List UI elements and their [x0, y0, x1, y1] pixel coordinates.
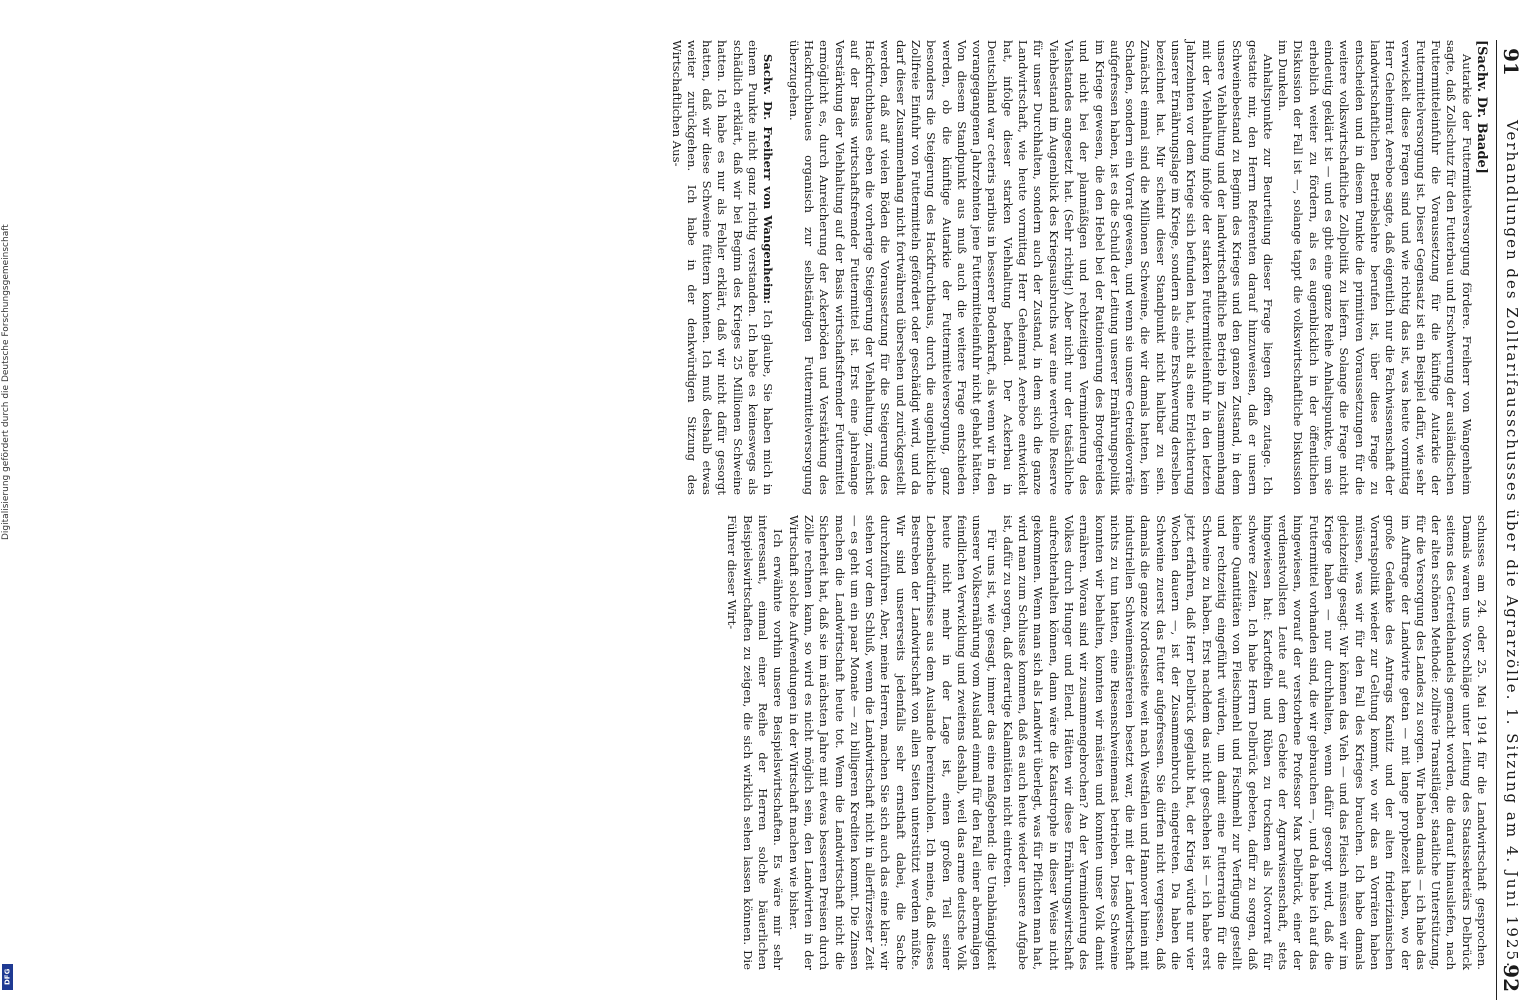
speaker-paragraph: [668, 40, 775, 495]
left-column: [109, 40, 1489, 495]
right-column: [109, 515, 1489, 970]
funding-note: Digitalisierung gefördert durch die Deutsche Forschungsgemeinschaft: [1, 224, 11, 540]
divider: [781, 40, 782, 495]
paragraph: Für uns ist, wie gesagt, immer das eine maßgebend: die Unabhängigkeit unserer Volksernährung vom Ausland einmal für den Fall einer abermaligen feindlichen Verwicklung und zweitens deshalb, weil das arme deutsche Volk heute nicht mehr in der Lage ist, einen großen Teil seiner Lebensbedürfnisse aus dem Auslande hereinzuholen. Ich meine, daß dieses Bestreben der Landwirtschaft von allen Seiten unterstützt werden müßte. Wir sind unsererseits jedenfalls sehr ernsthaft dabei, die Sache durchzuführen. Aber, meine Herren, machen Sie sich auch das eine klar: wir stehen vor dem Schluß, wenn die Landwirtschaft nicht in allerfürzester Zeit — es geht um ein paar Monate — zu billigeren Krediten kommt. Die Zinsen machen die Landwirtschaft heute tot. Wenn die Landwirtschaft nicht die Sicherheit hat, daß sie im nächsten Jahre mit etwas besseren Preisen durch Zölle rechnen kann, so wird es nicht möglich sein, den Landwirten in der Wirtschaft solche Aufwendungen in der Wirtschaft machen wie bisher.: [786, 515, 1000, 970]
running-title: Verhandlungen des Zolltarifausschusses über die Agrarzölle. 1. Sitzung am 4. Juni 1925.: [1503, 120, 1521, 969]
paragraph: Ich erwähnte vorhin unsere Beispielswirtschaften. Es wäre mir sehr interessant, einmal einer Reihe der Herren solche bäuerlichen Beispielswirtschaften zu zeigen, die sich wirklich sehen lassen können. Die Führer dieser Wirt-: [725, 515, 786, 970]
page-header: [1496, 40, 1525, 1000]
page-number-left: 91: [1499, 48, 1523, 76]
dfg-logo: DFG: [2, 964, 13, 990]
paragraph: Anhaltspunkte zur Beurteilung dieser Frage liegen offen zutage. Ich gestatte mir, den Herrn Referenten darauf hinzuweisen, daß er unsern Schweinebestand zu Beginn des Krieges und den ganzen Zustand, in dem unsere Viehhaltung und der landwirtschaftliche Betrieb im Zusammenhang mit der Viehhaltung infolge der starken Futtermitteleinfuhr in den letzten Jahrzehnten vor dem Kriege sich befunden hat, nicht als eine Erleichterung unserer Ernährungslage im Kriege, sondern als eine Erschwerung derselben bezeichnet hat. Mir scheint dieser Standpunkt nicht haltbar zu sein. Zunächst einmal sind die Millionen Schweine, die wir damals hatten, kein Schaden, sondern ein Vorrat gewesen, und wenn sie unsere Getreidevorräte aufgefressen haben, ist es die Schuld der Leitung unserer Ernährungspolitik im Kriege gewesen, die den Hebel bei der Rationierung des Brotgetreides und nicht bei der planmäßigen und rechtzeitigen Verminderung des Viehstandes angesetzt hat. (Sehr richtig!) Aber nicht nur der tatsächliche Viehbestand im Augenblick des Kriegsausbruchs war eine wertvolle Reserve für unser Durchhalten, sondern auch der Zustand, in dem sich die ganze Landwirtschaft, wie heute vormittag Herr Geheimrat Aereboe entwickelt hat, infolge dieser starken Viehhaltung befand. Der Ackerbau in Deutschland war ceteris paribus in besserer Bodenkraft, als wenn wir in den vorangegangenen Jahrzehnten jene Futtermitteleinfuhr nicht gehabt hätten. Von diesem Standpunkt aus muß auch die weitere Frage entschieden werden, ob die künftige Autarkie der Futtermittelversorgung, ganz besonders die Steigerung des Hackfruchtbaus, durch die augenblickliche Zollfreie Einfuhr von Futtermitteln gefördert oder geschädigt wird, und da darf dieser Zusammenhang nicht fortwährend übersehen und zurückgestellt werden, daß auf vielen Böden die Voraussetzung für die Steigerung des Hackfruchtbaues eben die vorherige Steigerung der Viehhaltung, zunächst auf der Basis wirtschaftsfremder Futtermittel ist. Erst eine jahrelange Verstärkung der Viehhaltung auf der Basis wirtschaftsfremder Futtermittel ermöglicht es, durch Anreicherung der Ackerböden und Verstärkung des Hackfruchtbaues organisch zur selbständigen Futtermittelversorgung überzugehen.: [786, 40, 1275, 495]
speaker-text: Ich glaube, Sie haben mich in einem Punkte nicht ganz richtig verstanden. Ich habe es keineswegs als schädlich erklärt, daß wir bei Beginn des Krieges 25 Millionen Schweine hatten. Ich habe es nur als Fehler erklärt, daß wir nicht dafür gesorgt hatten, daß wir diese Schweine füttern konnten. Ich muß deshalb etwas weiter zurückgehen. Ich habe in der denkwürdigen Sitzung des Wirtschaftlichen Aus-: [669, 40, 776, 496]
page-number-right: 92: [1499, 964, 1523, 992]
speaker-name: Sachv. Dr. Freiherr von Wangenheim:: [761, 54, 776, 304]
speaker-heading: [Sachv. Dr. Baade]: [1474, 40, 1489, 174]
paragraph: schusses am 24. oder 25. Mai 1914 für die Landwirtschaft gesprochen. Damals waren uns Vorschläge unter Leitung des Staatssekretärs Delbrück seitens des Getreidehandels gemacht worden, die darauf hinausliefen, nach der alten schönen Methode: zollfreie Transitläger, staatliche Unterstützung, für die Versorgung des Landes zu sorgen. Wir haben damals — ich habe das im Auftrage der Landwirte getan — mit lange prophezeit haben, wo der große Gedanke des Antrags Kanitz und der alten friderizianischen Vorratspolitik wieder zur Geltung kommt, wo wir das an Vorräten haben müssen, was wir für den Fall des Krieges brauchen. Ich habe damals gleichzeitig gesagt: Wir können das Vieh — und das Fleisch müssen wir im Kriege haben — nur durchhalten, wenn dafür gesorgt wird, daß die Futtermittel vorhanden sind, die wir gebrauchen —, und da habe ich auf das hingewiesen, worauf der verstorbene Professor Max Delbrück, einer der verdienstvollsten Leute auf dem Gebiete der Agrarwissenschaft, stets hingewiesen hat: Kartoffeln und Rüben zu trocknen als Notvorrat für schwere Zeiten. Ich habe Herrn Delbrück gebeten, dafür zu sorgen, daß kleine Quantitäten von Fleischmehl und Fischmehl zur Verfügung gestellt und rechtzeitig eingeführt würden, um damit eine Futterration für die Schweine zu haben. Erst nachdem das nicht geschehen ist — ich habe erst jetzt erfahren, daß Herr Delbrück geglaubt hat, der Krieg würde nur vier Wochen dauern —, ist der Zusammenbruch eingetreten. Da haben die Schweine zuerst das Futter aufgefressen. Sie dürfen nicht vergessen, daß damals die ganze Nordostseite weit nach Westfalen und Hannover hinein mit industriellen Schweinemästereien besetzt war, die mit der Landwirtschaft nichts zu tun hatten, eine Riesenschweinemast betrieben. Diese Schweine konnten wir behalten, konnten wir mästen und konnten unser Volk damit ernähren. Woran sind wir zusammengebrochen? An der Verminderung des Volkes durch Hunger und Elend. Hätten wir diese Ernährungswirtschaft aufrechterhalten können, dann wäre die Katastrophe in dieser Weise nicht gekommen. Wenn man sich als Landwirt überlegt, was für Pflichten man hat, wird man zum Schlusse kommen, daß es auch heute wieder unsere Aufgabe ist, dafür zu sorgen, daß derartige Kalamitäten nicht eintreten.: [1000, 515, 1489, 970]
paragraph: Autarkie der Futtermittelversorgung fördere. Freiherr von Wangenheim sagte, daß Zollschutz für den Futterbau und Erschwerung der ausländischen Futtermitteleinfuhr die Voraussetzung für die künftige Autarkie der Futtermittelversorgung ist. Dieser Gegensatz ist ein Beispiel dafür, wie sehr verwickelt diese Fragen sind und wie richtig das ist, was heute vormittag Herr Geheimrat Aereboe sagte, daß eigentlich nur die Fachwissenschaft der landwirtschaftlichen Betriebslehre berufen ist, über diese Frage zu entscheiden und in diesem Punkte die primitiven Voraussetzungen für die weitere volkswirtschaftliche Zollpolitik zu liefern. Solange die Frage nicht eindeutig geklärt ist — und es gibt eine ganze Reihe Anhaltspunkte, um sie erheblich weiter zu fördern, als es augenblicklich in der öffentlichen Diskussion der Fall ist —, solange tappt die volkswirtschaftliche Diskussion im Dunkeln.: [1276, 40, 1474, 495]
rotated-page: [95, 40, 1525, 1000]
